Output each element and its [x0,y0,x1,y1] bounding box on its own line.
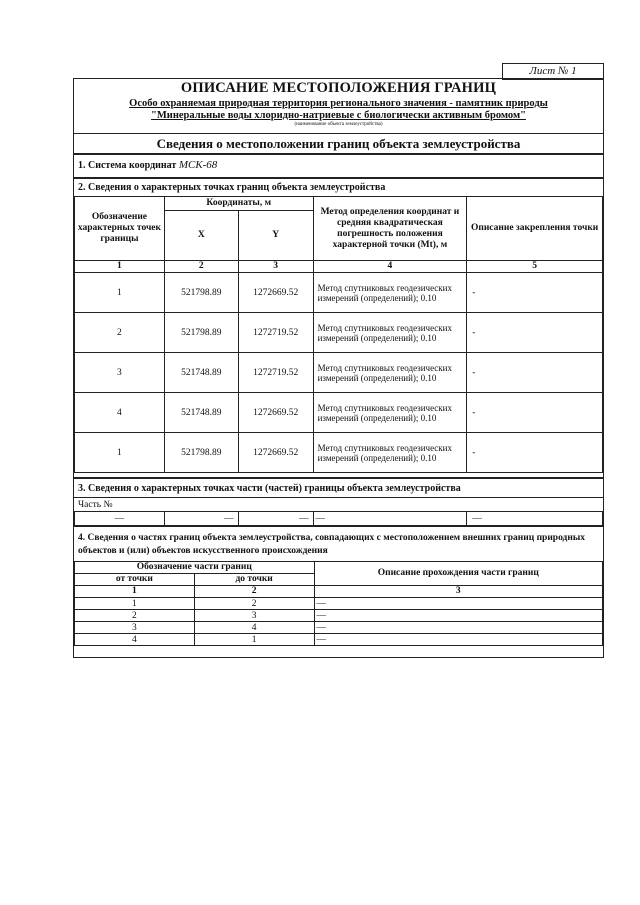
header-point-designation: Обозначение характерных точек границы [75,197,165,261]
part-description: — [314,598,602,610]
fixing-description: - [467,393,603,433]
table-row [75,273,603,313]
header-x: X [164,211,238,261]
header-fixing-description: Описание закрепления точки [467,197,603,261]
from-point: 4 [75,634,195,646]
table-row [75,598,603,610]
coordinate-system-value: МСК-68 [178,159,218,171]
boundary-points-table [74,196,603,473]
coord-x: 521798.89 [164,273,238,313]
table-row [75,393,603,433]
column-number: 2 [164,261,238,273]
object-name: "Минеральные воды хлоридно-натриевые с биологически активным бромом" [151,110,526,121]
to-point: 4 [194,622,314,634]
part-description: — [314,634,602,646]
coord-y: 1272719.52 [238,313,313,353]
to-point: 2 [194,598,314,610]
header-method: Метод определения координат и средняя квадратическая погрешность положения характерной точки (Mt), м [313,197,467,261]
point-id: 4 [75,393,165,433]
section-coordinate-system [74,153,603,175]
dash-cell: — [467,512,603,526]
object-caption: (наименование объекта землеустройства) [294,122,383,127]
header-part-designation: Обозначение части границ [75,562,315,574]
coord-x: 521748.89 [164,393,238,433]
section-1-label: 1. Система координат [78,160,177,171]
point-id: 1 [75,433,165,473]
method-text: Метод спутниковых геодезических измерений (определений); 0.10 [313,433,467,473]
section-4-title: 4. Сведения о частях границ объекта землеустройства, совпадающих с местоположением внешних границ природных объектов и (или) объектов искусственного происхождения [74,525,603,561]
fixing-description: - [467,353,603,393]
coord-y: 1272719.52 [238,353,313,393]
dash-cell: — [238,512,313,526]
column-number: 1 [75,586,195,598]
part-description: — [314,610,602,622]
column-number: 5 [467,261,603,273]
header-to-point: до точки [194,574,314,586]
from-point: 3 [75,622,195,634]
column-number: 3 [238,261,313,273]
part-number-label: Часть № [74,497,603,511]
dash-cell: — [313,512,467,526]
dash-cell: — [75,512,165,526]
section-3-title: 3. Сведения о характерных точках части (частей) границы объекта землеустройства [74,477,603,497]
to-point: 3 [194,610,314,622]
section-2-title: 2. Сведения о характерных точках границ объекта землеустройства [74,177,603,195]
table-row [75,622,603,634]
document-title: ОПИСАНИЕ МЕСТОПОЛОЖЕНИЯ ГРАНИЦ [180,80,497,96]
coord-y: 1272669.52 [238,433,313,473]
point-id: 2 [75,313,165,353]
fixing-description: - [467,313,603,353]
method-text: Метод спутниковых геодезических измерений (определений); 0.10 [313,393,467,433]
object-type: Особо охраняемая природная территория регионального значения - памятник природы [129,98,548,109]
part-points-table [74,511,603,526]
fixing-description: - [467,433,603,473]
column-number: 4 [313,261,467,273]
table-row [75,313,603,353]
dash-cell: — [164,512,238,526]
table-row [75,433,603,473]
point-id: 1 [75,273,165,313]
boundary-parts-table [74,561,603,646]
part-description: — [314,622,602,634]
header-coordinates: Координаты, м [164,197,313,211]
header-y: Y [238,211,313,261]
coord-x: 521748.89 [164,353,238,393]
main-heading: Сведения о местоположении границ объекта землеустройства [74,133,603,153]
from-point: 1 [75,598,195,610]
method-text: Метод спутниковых геодезических измерений (определений); 0.10 [313,313,467,353]
coord-y: 1272669.52 [238,273,313,313]
coord-x: 521798.89 [164,433,238,473]
to-point: 1 [194,634,314,646]
fixing-description: - [467,273,603,313]
table-row [75,634,603,646]
header-part-description: Описание прохождения части границ [314,562,602,586]
table-row [75,610,603,622]
header-from-point: от точки [75,574,195,586]
sheet-number: Лист № 1 [502,63,604,80]
column-number: 2 [194,586,314,598]
coord-x: 521798.89 [164,313,238,353]
method-text: Метод спутниковых геодезических измерений (определений); 0.10 [313,353,467,393]
from-point: 2 [75,610,195,622]
coord-y: 1272669.52 [238,393,313,433]
column-number: 3 [314,586,602,598]
point-id: 3 [75,353,165,393]
column-number: 1 [75,261,165,273]
table-row [75,353,603,393]
method-text: Метод спутниковых геодезических измерений (определений); 0.10 [313,273,467,313]
